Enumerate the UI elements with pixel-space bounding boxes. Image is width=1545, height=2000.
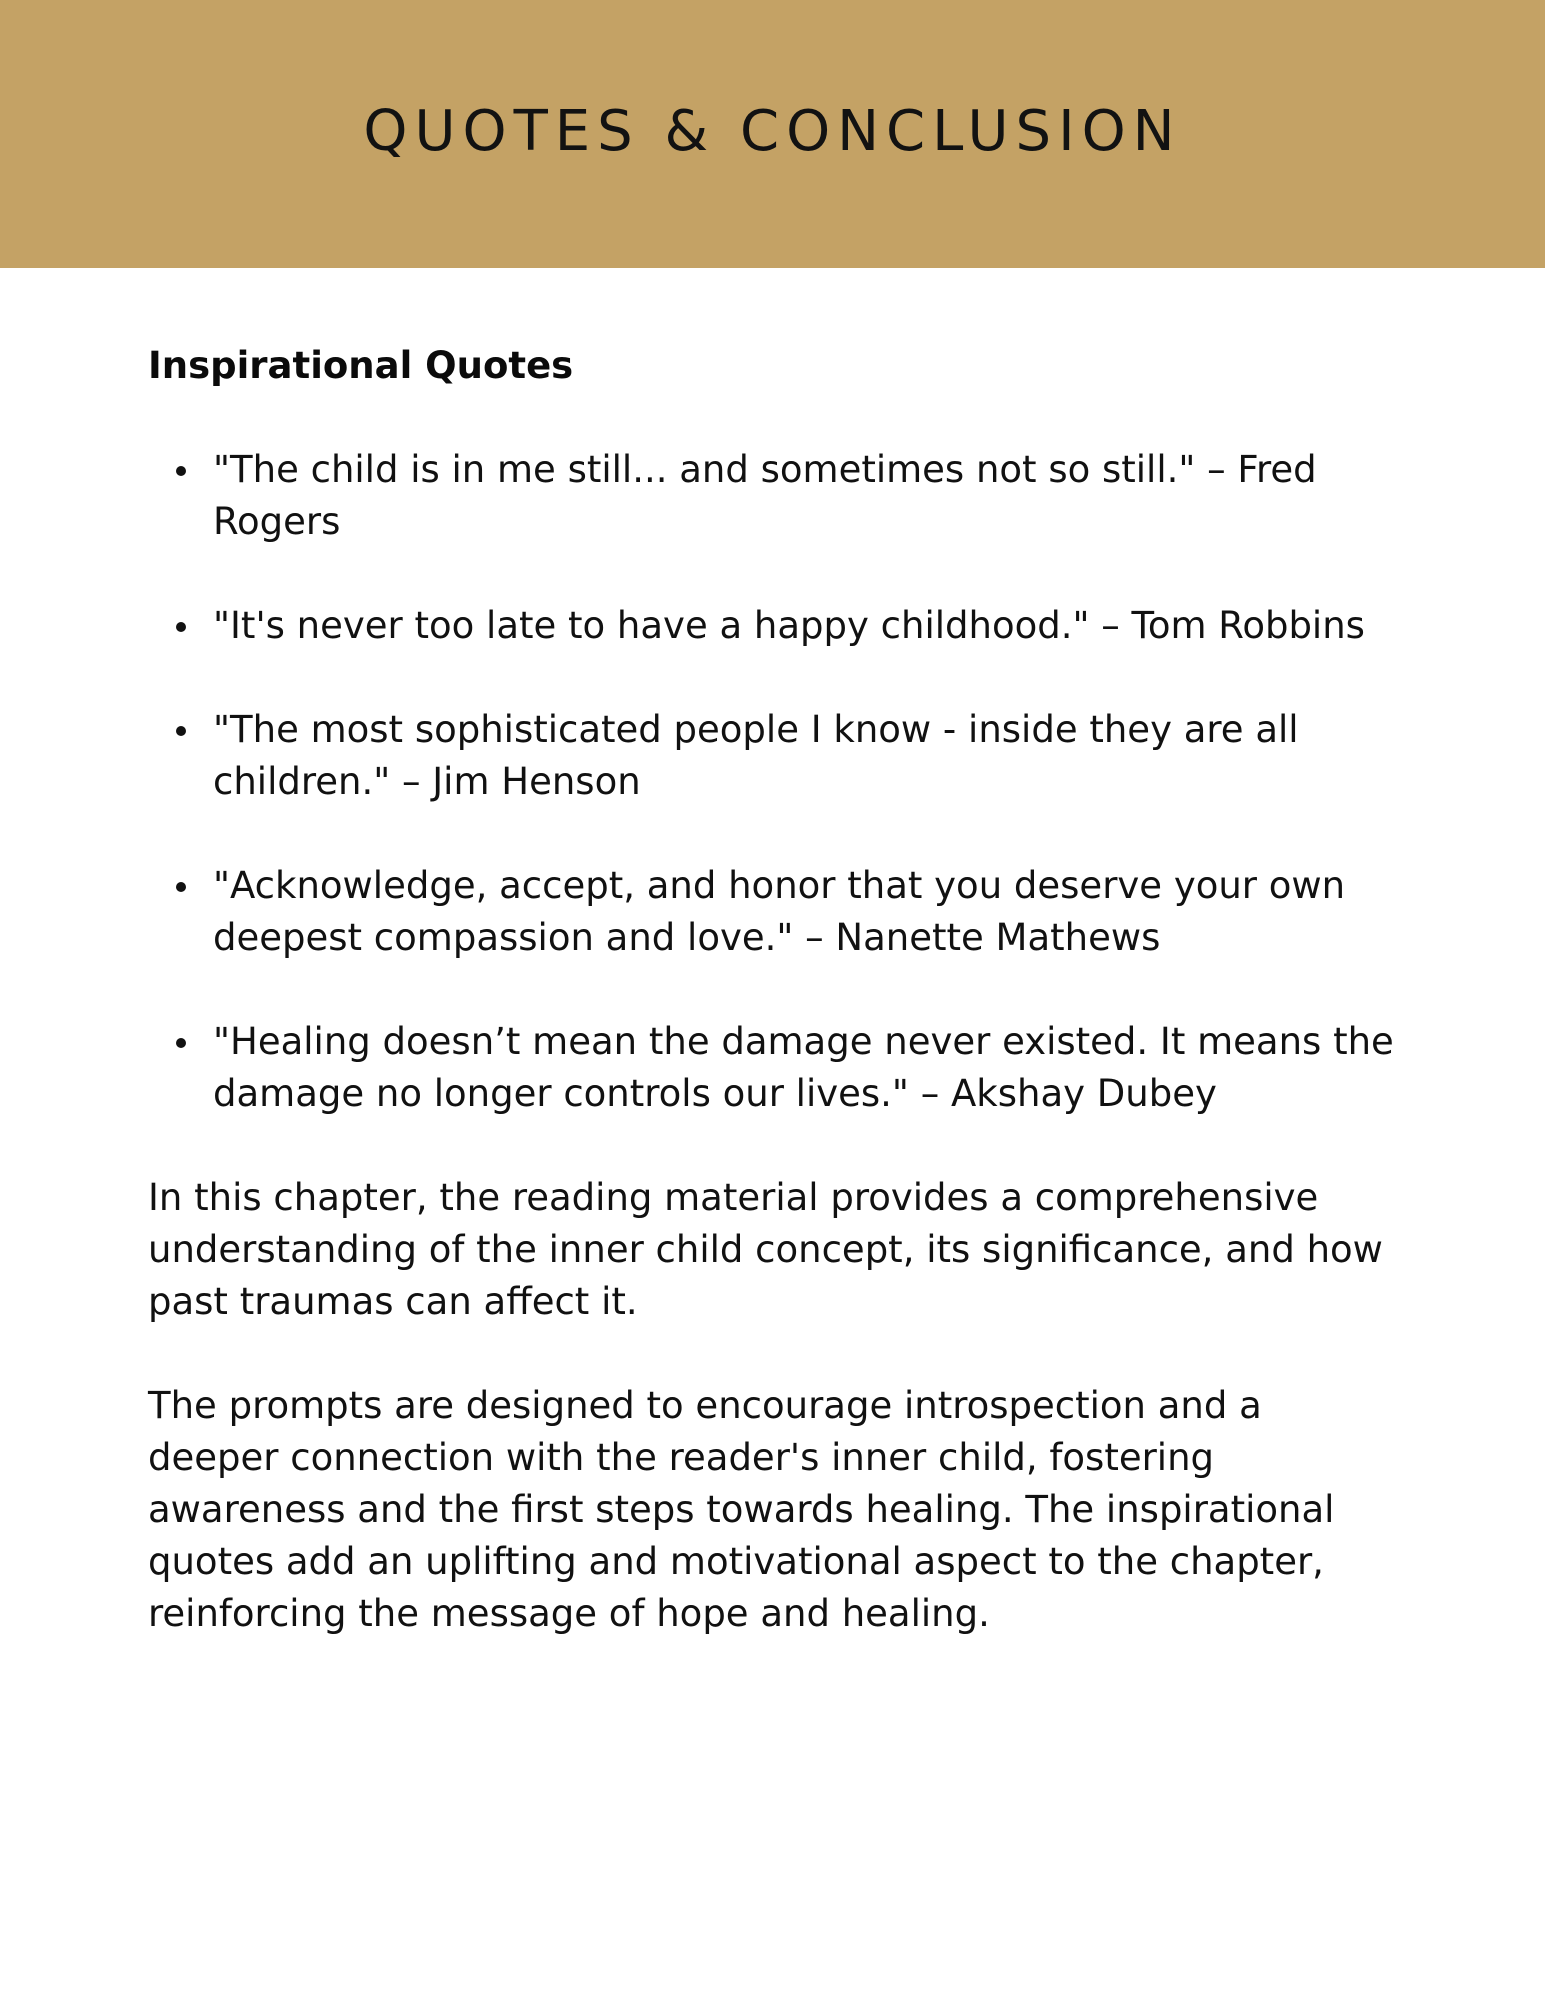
quote-list: [148, 444, 1398, 1120]
conclusion-paragraph: In this chapter, the reading material provides a comprehensive understanding of the inner child concept, its significance, and how past traumas can affect it.: [148, 1176, 1383, 1323]
page-title: QUOTES & CONCLUSION: [363, 98, 1182, 164]
quote-item: [148, 600, 1398, 652]
bullet-icon: [176, 1038, 186, 1048]
bullet-icon: [176, 882, 186, 892]
conclusion-paragraph: The prompts are designed to encourage introspection and a deeper connection with the reader's inner child, fostering awareness and the first steps towards healing. The inspirational quotes add an uplifting and motivational aspect to the chapter, reinforcing the message of hope and healing.: [148, 1384, 1335, 1635]
section-heading: Inspirational Quotes: [148, 344, 574, 387]
quote-text: "It's never too late to have a happy childhood." – Tom Robbins: [213, 604, 1365, 647]
bullet-icon: [176, 466, 186, 476]
quote-text: "The most sophisticated people I know - inside they are all children." – Jim Henson: [213, 708, 1299, 803]
bullet-icon: [176, 622, 186, 632]
content-area: [148, 340, 1398, 1692]
quote-item: [148, 704, 1398, 808]
quote-item: [148, 444, 1398, 548]
quote-text: "The child is in me still... and sometimes not so still." – Fred Rogers: [213, 448, 1317, 543]
quote-text: "Healing doesn’t mean the damage never existed. It means the damage no longer controls our lives." – Akshay Dubey: [213, 1020, 1394, 1115]
quote-text: "Acknowledge, accept, and honor that you deserve your own deepest compassion and love." – Nanette Mathews: [213, 864, 1346, 959]
bullet-icon: [176, 726, 186, 736]
quote-item: [148, 860, 1398, 964]
header-band: [0, 0, 1545, 268]
quote-item: [148, 1016, 1398, 1120]
